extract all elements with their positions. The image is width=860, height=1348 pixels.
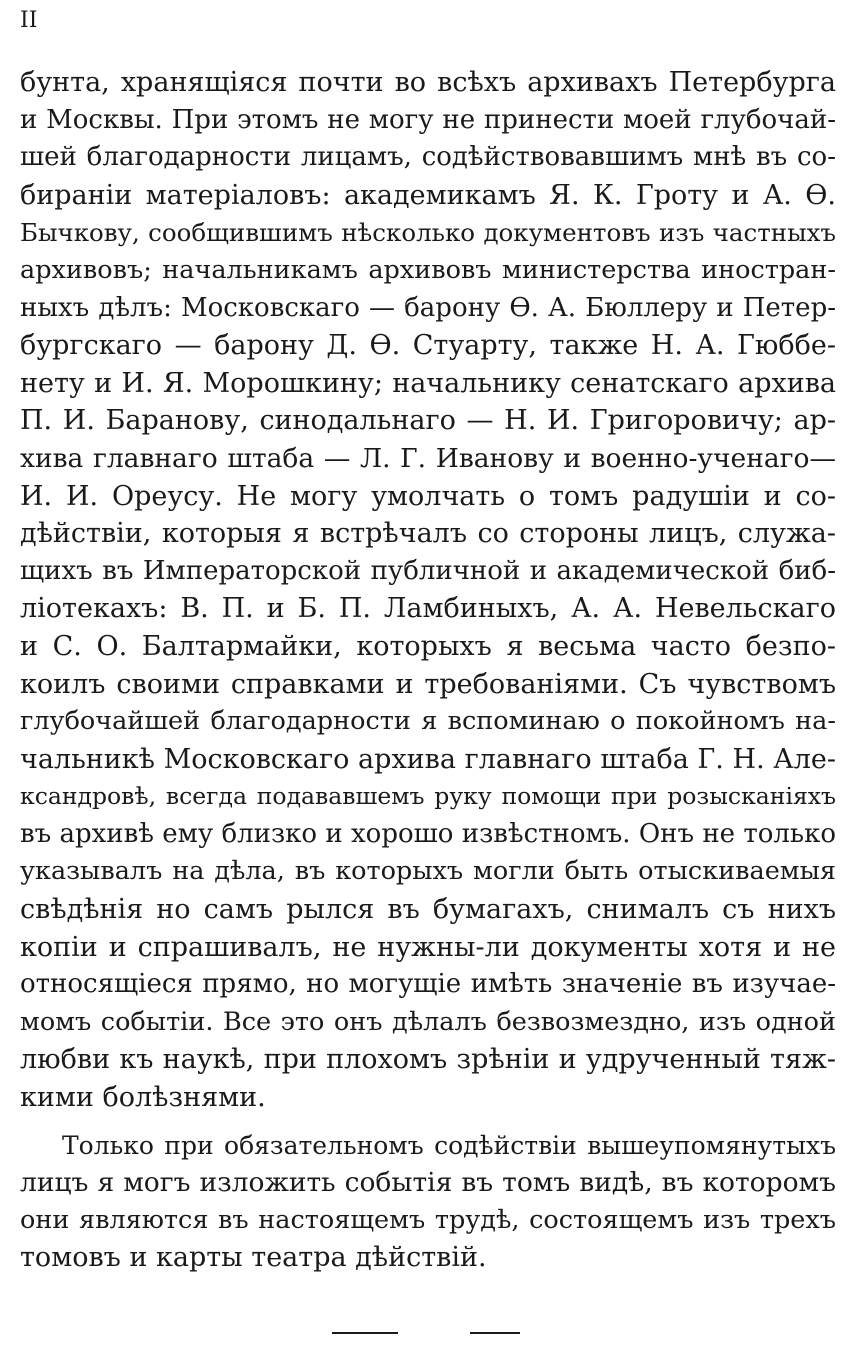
text-line: они являются въ настоящемъ трудѣ, состоящемъ изъ трехъ <box>20 1204 836 1235</box>
text-line: нету и И. Я. Морошкину; начальнику сенатскаго архива <box>20 367 836 399</box>
text-line: И. И. Ореусу. Не могу умолчать о томъ радушіи и со- <box>20 480 836 512</box>
text-line: и Москвы. При этомъ не могу не принести моей глубочай- <box>20 104 836 135</box>
paragraph <box>20 64 836 1117</box>
text-line: относящіеся прямо, но могущіе имѣть значеніе въ изучае- <box>20 969 836 1000</box>
text-line: архивовъ; начальникамъ архивовъ министерства иностран- <box>20 254 836 285</box>
text-line: дѣйствіи, которыя я встрѣчалъ со стороны лицъ, служа- <box>20 518 836 550</box>
text-line: Только при обязательномъ содѣйствіи вышеупомянутыхъ <box>62 1130 836 1160</box>
text-line: бираніи матеріаловъ: академикамъ Я. К. Гроту и А. Ѳ. <box>20 179 836 211</box>
text-line: щихъ въ Императорской публичной и академической биб- <box>20 555 836 586</box>
text-line: ксандровѣ, всегда подававшемъ руку помощи при розысканіяхъ <box>20 782 836 811</box>
text-line: ныхъ дѣлъ: Московскаго — барону Ѳ. А. Бюллеру и Петер- <box>20 292 836 323</box>
page-number: II <box>20 8 38 33</box>
text-line: свѣдѣнія но самъ рылся въ бумагахъ, снималъ съ нихъ <box>20 894 836 926</box>
text-line: любви къ наукѣ, при плохомъ зрѣніи и удрученный тяж- <box>20 1044 836 1076</box>
end-rule <box>332 1332 398 1334</box>
text-line: коилъ своими справками и требованіями. Съ чувствомъ <box>20 668 836 700</box>
text-line: глубочайшей благодарности я вспоминаю о покойномъ на- <box>20 706 836 737</box>
text-line: чальникѣ Московскаго архива главнаго штаба Г. Н. Але- <box>20 743 836 775</box>
text-line: хива главнаго штаба — Л. Г. Иванову и военно-ученаго— <box>20 442 836 474</box>
text-line: ліотекахъ: В. П. и Б. П. Ламбиныхъ, А. А. Невельскаго <box>20 593 836 625</box>
text-line: томовъ и карты театра дѣйствій. <box>20 1242 487 1274</box>
text-line: и С. О. Балтармайки, которыхъ я весьма часто безпо- <box>20 630 836 662</box>
text-line: кими болѣзнями. <box>20 1082 266 1114</box>
text-line: копіи и спрашивалъ, не нужны-ли документы хотя и не <box>20 931 836 963</box>
body-text <box>20 64 836 1277</box>
text-line: шей благодарности лицамъ, содѣйствовавшимъ мнѣ въ со- <box>20 142 836 173</box>
paragraph <box>20 1127 836 1277</box>
text-line: П. И. Баранову, синодальнаго — Н. И. Григоровичу; ар- <box>20 405 836 437</box>
text-line: указывалъ на дѣла, въ которыхъ могли быть отыскиваемыя <box>20 856 836 887</box>
text-line: бургскаго — барону Д. Ѳ. Стуарту, также Н. А. Гюббе- <box>20 330 836 362</box>
text-line: лицъ я могъ изложить событія въ томъ видѣ, въ которомъ <box>20 1167 836 1199</box>
end-rule <box>470 1332 520 1334</box>
text-line: момъ событіи. Все это онъ дѣлалъ безвозмездно, изъ одной <box>20 1006 836 1037</box>
text-line: въ архивѣ ему близко и хорошо извѣстномъ. Онъ не только <box>20 818 836 849</box>
text-line: Бычкову, сообщившимъ нѣсколько документовъ изъ частныхъ <box>20 218 836 248</box>
text-line: бунта, хранящіяся почти во всѣхъ архивахъ Петербурга <box>20 67 836 98</box>
